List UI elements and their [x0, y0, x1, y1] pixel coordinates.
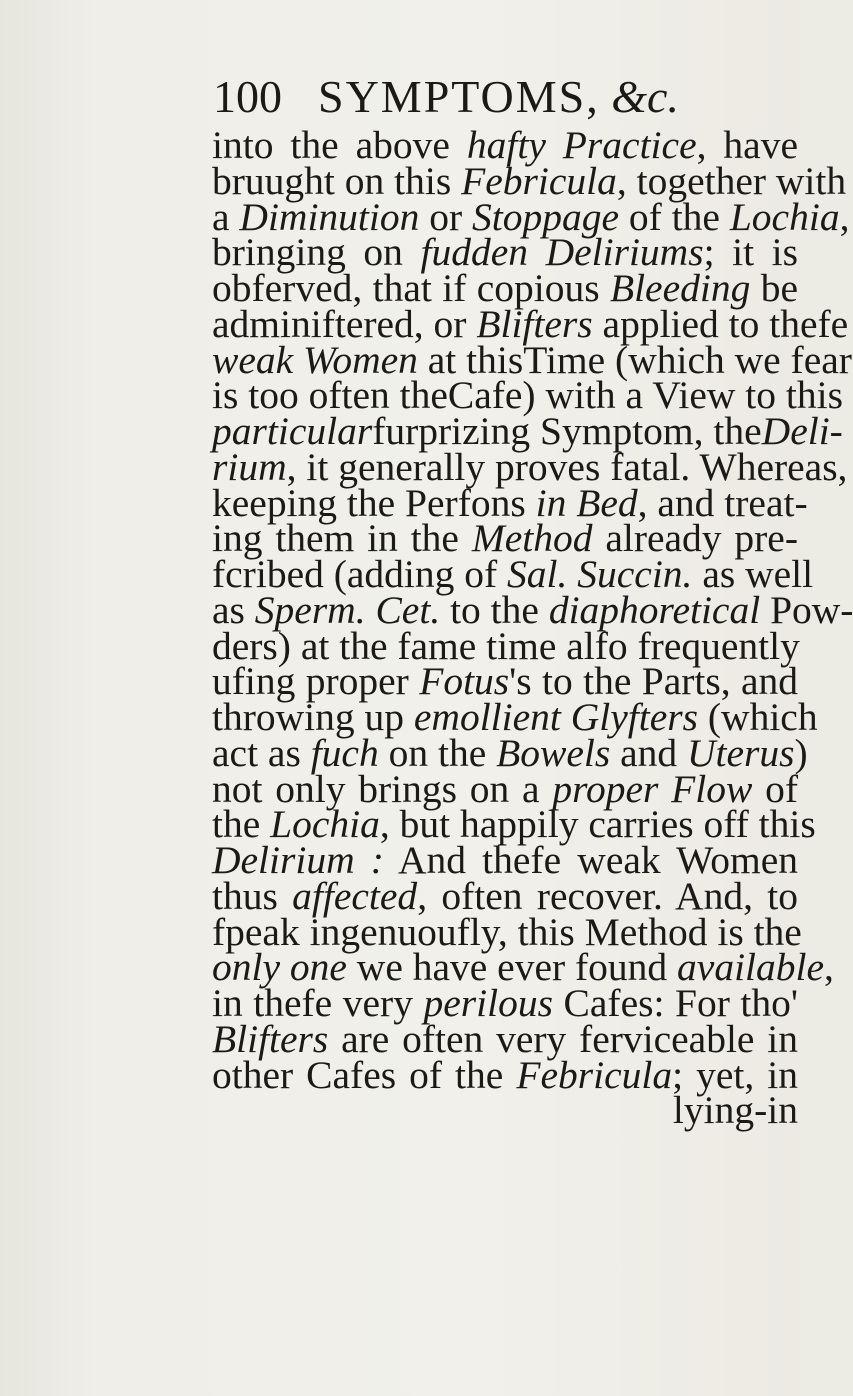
text-segment: ; it is [703, 230, 798, 275]
text-segment: , and treat- [637, 480, 808, 525]
text-segment: are often very ferviceable in [328, 1016, 798, 1061]
text-segment: fpeak ingenuoufly, this Method is the [212, 909, 802, 954]
text-segment: furprizing Symptom, the [372, 409, 762, 453]
text-segment: other Cafes of the [212, 1052, 517, 1097]
italic-text: hafty Practice [466, 123, 697, 167]
italic-text: emollient Glyfters [413, 695, 699, 739]
text-segment: on the [378, 730, 497, 775]
text-segment: fcribed (adding of [212, 552, 508, 596]
italic-text: Bowels [496, 730, 611, 775]
text-segment: a [212, 194, 240, 239]
italic-text: Diminution [239, 194, 420, 239]
text-segment: applied to thefe [592, 301, 849, 346]
text-segment: Cafes: For tho' [552, 981, 798, 1025]
text-segment: , often recover. And, to [417, 873, 798, 918]
text-segment: bruught on this [212, 158, 462, 203]
text-segment: and [610, 730, 688, 775]
italic-text: Bleeding [609, 266, 751, 310]
text-segment: ) [794, 730, 808, 775]
running-title: SYMPTOMS, [318, 71, 600, 122]
text-segment: the [212, 802, 271, 847]
italic-text: weak Women [212, 337, 418, 382]
text-segment: act as [212, 730, 311, 775]
italic-text: Fotus [419, 659, 510, 704]
text-segment: , but happily carries off this [379, 802, 816, 847]
italic-text: Lochia [270, 802, 380, 847]
italic-text: affected [292, 873, 418, 918]
text-segment: ; yet, in [672, 1052, 798, 1097]
running-title-etc: &c. [611, 71, 679, 122]
italic-text: proper Flow [552, 766, 753, 811]
italic-text: available [677, 945, 825, 990]
italic-text: Delirium : [212, 838, 384, 882]
text-segment: keeping the Perfons [212, 480, 536, 525]
text-segment: , [824, 945, 834, 990]
text-segment: at thisTime (which we fear [417, 337, 852, 382]
text-segment: , have [696, 123, 798, 167]
text-segment: , together with [616, 158, 847, 203]
italic-text: Sperm. Cet. [254, 587, 441, 632]
italic-text: perilous [423, 981, 553, 1025]
text-segment: And thefe weak Women [383, 838, 798, 882]
text-segment: be [750, 266, 798, 310]
text-segment: ing them in the [212, 516, 472, 561]
italic-text: Method [471, 516, 593, 561]
italic-text: particular [212, 409, 373, 453]
text-segment: as [212, 587, 255, 632]
italic-text: in Bed [535, 480, 638, 525]
text-segment: Pow- [760, 587, 853, 632]
italic-text: fudden Deliriums [420, 230, 704, 275]
text-segment: of [752, 766, 799, 811]
text-segment: ders) at the fame time alfo frequently [212, 623, 800, 668]
body-text [212, 123, 853, 1133]
italic-text: Febricula [516, 1052, 673, 1097]
text-segment: is too often theCafe) with a View to this [212, 373, 843, 418]
text-segment: not only brings on a [212, 766, 553, 811]
italic-text: Febricula [461, 158, 617, 203]
text-segment: obferved, that if copious [212, 266, 610, 310]
text-segment: bringing on [212, 230, 421, 275]
italic-text: Stoppage [472, 194, 620, 239]
italic-text: rium [212, 444, 287, 489]
text-segment: or [419, 194, 473, 239]
page-number: 100 [213, 71, 282, 122]
text-segment: , [839, 194, 850, 239]
text-segment: into the above [212, 123, 467, 167]
italic-text: only one [212, 945, 347, 990]
italic-text: fuch [310, 730, 379, 775]
italic-text: Sal. Succin. [507, 552, 693, 596]
italic-text: Blifters [476, 301, 593, 346]
text-line [212, 1088, 798, 1133]
page-header [213, 72, 679, 122]
text-segment: to the [440, 587, 549, 632]
italic-text: Deli- [761, 409, 843, 453]
italic-text: Uterus [687, 730, 795, 775]
text-segment: throwing up [212, 695, 414, 739]
text-segment: of the [619, 194, 730, 239]
text-segment: adminiftered, or [212, 301, 477, 346]
text-segment: thus [212, 873, 293, 918]
italic-text: diaphoretical [548, 587, 761, 632]
italic-text: Blifters [212, 1016, 329, 1061]
text-segment: , it generally proves fatal. Whereas, [286, 444, 848, 489]
text-segment: already pre- [592, 516, 798, 561]
text-segment: ufing proper [212, 659, 420, 704]
text-segment: we have ever found [346, 945, 678, 990]
text-segment: 's to the Parts, and [509, 659, 798, 704]
text-segment: lying-in [672, 1088, 798, 1133]
text-segment: in thefe very [212, 981, 424, 1025]
italic-text: Lochia [729, 194, 840, 239]
text-segment: as well [692, 552, 814, 596]
text-segment: (which [698, 695, 818, 739]
